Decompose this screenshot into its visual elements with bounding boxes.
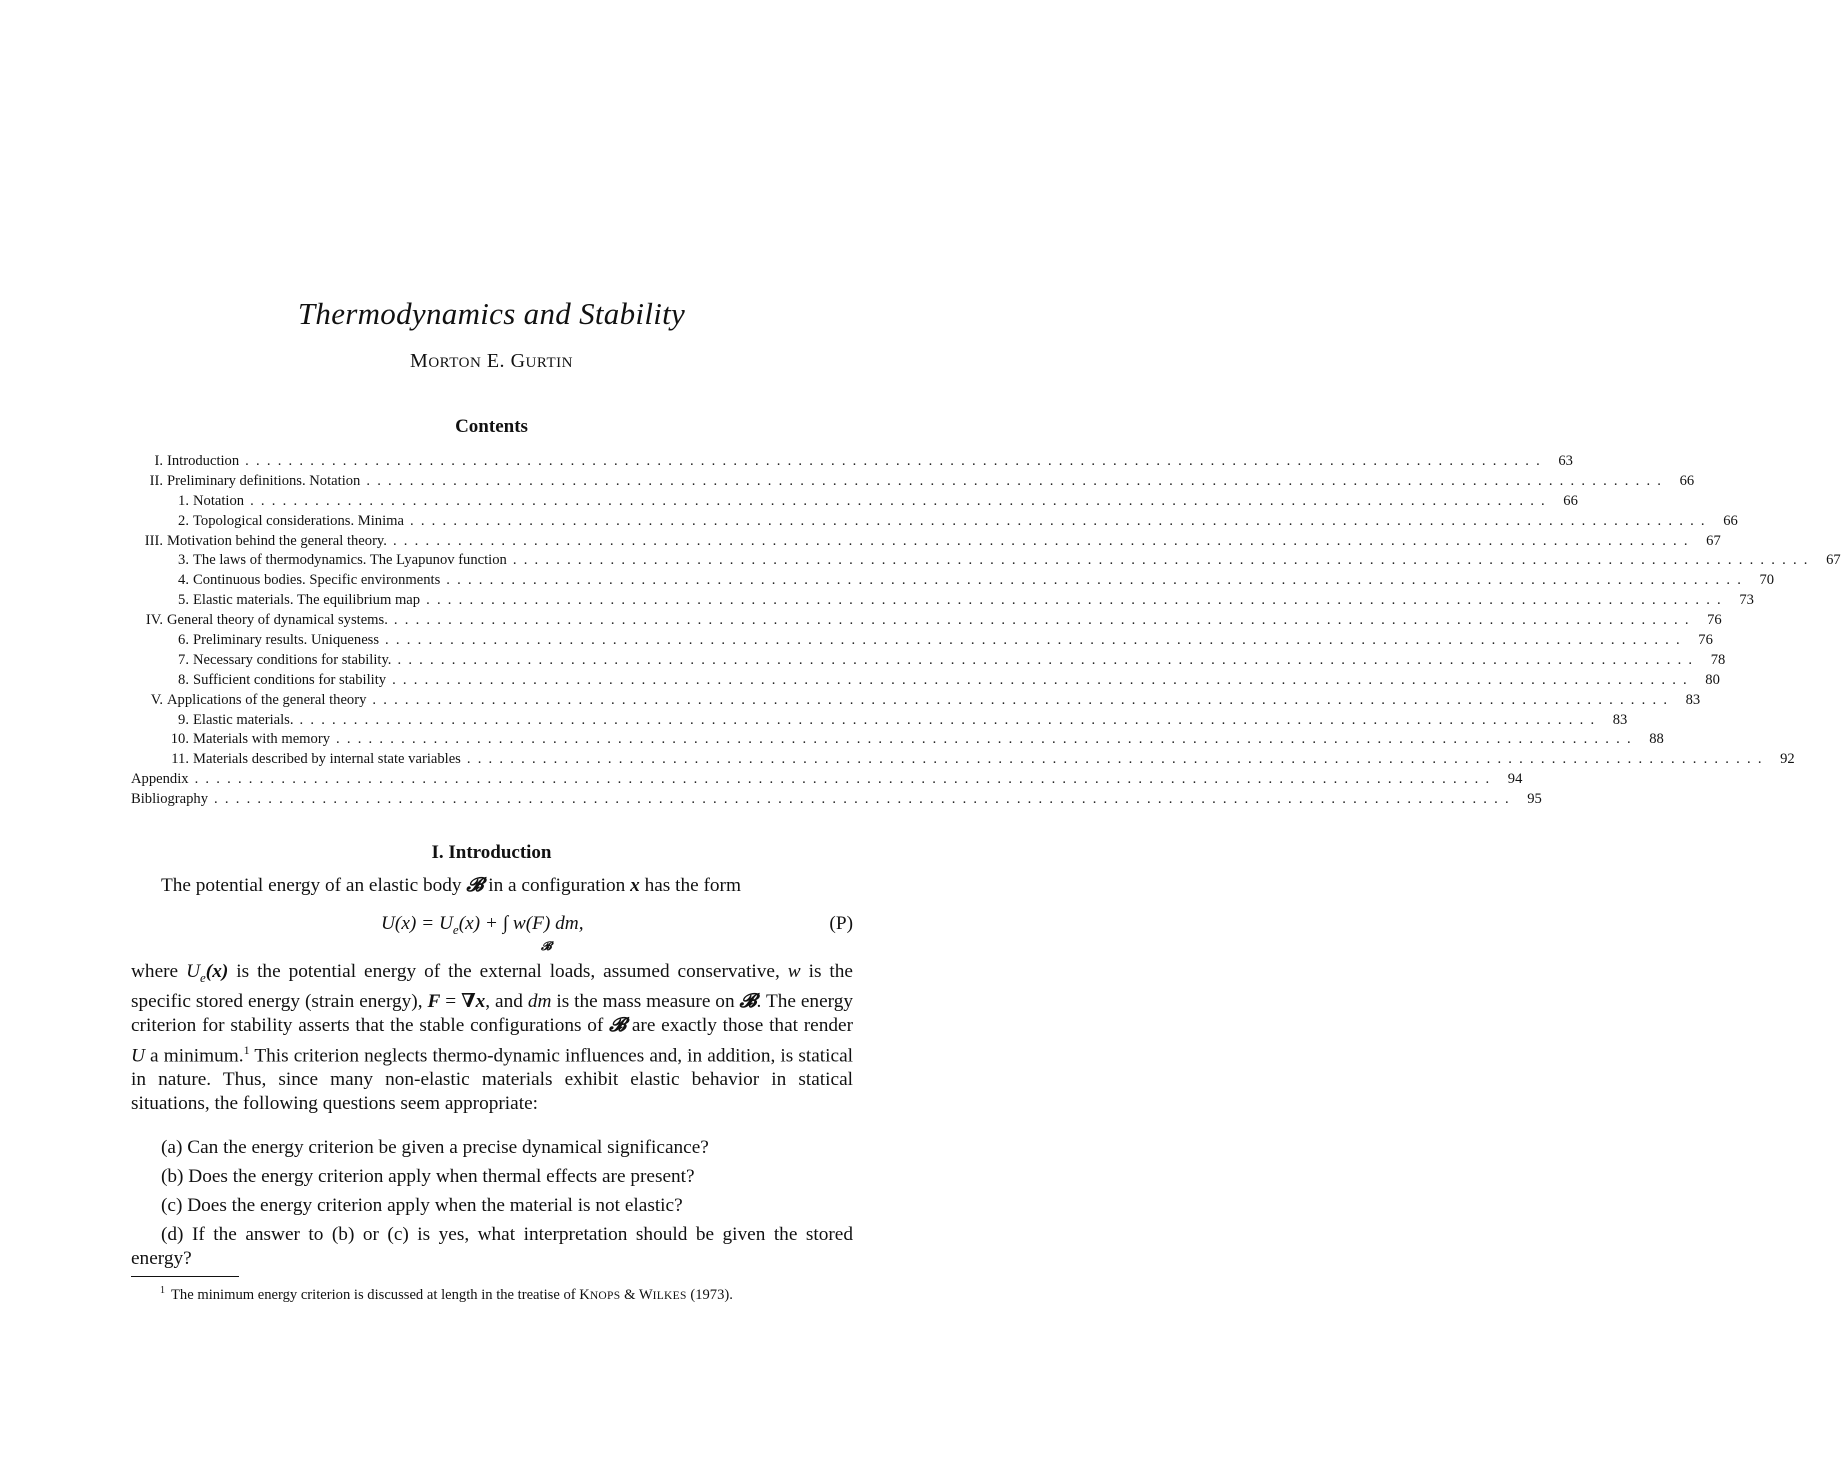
toc-row[interactable]: [131, 492, 1578, 512]
toc-number: III.: [144, 532, 163, 549]
intro-paragraph-1: [131, 874, 853, 898]
toc-number: V.: [150, 691, 163, 708]
toc-page-number: 67: [1826, 552, 1841, 569]
author-first-initial: M: [410, 350, 429, 372]
toc-leader-dots: ........................................................................................................................: [466, 751, 1769, 768]
toc-page-number: 92: [1780, 751, 1795, 768]
toc-page-number: 63: [1558, 453, 1573, 469]
toc-leader-dots: ........................................................................................................................: [397, 651, 1700, 668]
toc-leader-dots: ........................................................................................................................: [393, 612, 1696, 629]
section-heading: I. Introduction: [431, 842, 552, 863]
toc-page-number: 78: [1710, 651, 1726, 668]
toc-title: Elastic materials. The equilibrium map: [193, 592, 421, 609]
toc-number: 1.: [178, 492, 189, 509]
body-symbol: 𝓑: [466, 875, 484, 896]
math-w: w: [787, 961, 801, 982]
toc-page-number: 70: [1759, 572, 1775, 589]
toc-page-number: 76: [1707, 612, 1722, 629]
toc-number: 6.: [178, 632, 189, 649]
equation-P: [131, 913, 853, 959]
toc-number: 3.: [178, 552, 189, 569]
toc-number: 10.: [170, 731, 189, 748]
question-a: (a) Can the energy criterion be given a precise dynamical significance?: [161, 1137, 709, 1158]
body-symbol: 𝓑: [739, 990, 757, 1012]
text-run: is the potential energy of the external loads, assumed conservative,: [228, 961, 788, 982]
toc-title: Materials described by internal state variables: [193, 751, 461, 768]
footnote-rule: [131, 1276, 239, 1277]
toc-number: II.: [149, 472, 163, 489]
footnote-mark: 1: [160, 1285, 165, 1296]
equation-body: [381, 913, 584, 938]
question-d: (d) If the answer to (b) or (c) is yes, what interpretation should be given the stored energy?: [131, 1224, 853, 1269]
toc-page-number: 94: [1507, 771, 1523, 788]
toc-leader-dots: ........................................................................................................................: [250, 492, 1552, 509]
toc-row[interactable]: [131, 790, 1542, 810]
toc-page-number: 80: [1705, 671, 1720, 688]
text-run: , and: [485, 990, 528, 1012]
toc-title: Sufficient conditions for stability: [193, 671, 387, 688]
toc-title: Notation: [193, 492, 245, 509]
text-run: where: [131, 961, 187, 982]
toc-row[interactable]: [131, 711, 1628, 731]
toc-row[interactable]: [131, 631, 1713, 651]
toc-number: I.: [154, 453, 163, 469]
toc-leader-dots: ........................................................................................................................: [512, 552, 1815, 569]
toc-leader-dots: ........................................................................................................................: [446, 572, 1749, 589]
math-arg-x: (x): [205, 961, 229, 982]
toc-title: Introduction: [167, 453, 240, 469]
toc-leader-dots: ........................................................................................................................: [245, 453, 1547, 469]
math-grad-x: ∇x: [461, 990, 486, 1012]
toc-leader-dots: ........................................................................................................................: [299, 711, 1602, 728]
author-last-rest: URTIN: [525, 355, 573, 371]
toc-row[interactable]: [131, 551, 1841, 571]
toc-row[interactable]: [131, 750, 1795, 770]
math-sub-e: e: [200, 969, 206, 985]
text-run: has the form: [639, 875, 741, 896]
equation-lhs: U(x) = U: [381, 913, 453, 934]
config-symbol: x: [630, 875, 640, 896]
toc-leader-dots: ........................................................................................................................: [409, 512, 1712, 529]
toc-row[interactable]: [131, 452, 1573, 472]
toc-leader-dots: ........................................................................................................................: [385, 632, 1687, 649]
math-U: U: [131, 1045, 145, 1067]
toc-row[interactable]: [131, 571, 1775, 591]
text-run: This criterion neglects thermo-dynamic influences and, in addition, is statical in nature. Thus, since many non-elastic materials exhibit elastic behavior in statical situations, the following questions seem appropriate:: [131, 1045, 853, 1115]
toc-row[interactable]: [131, 691, 1701, 711]
toc-number: 11.: [171, 751, 189, 768]
text-run: The potential energy of an elastic body: [161, 875, 467, 896]
toc-page-number: 95: [1527, 791, 1542, 808]
footnote-text: (1973).: [686, 1286, 733, 1303]
math-F: F: [427, 990, 441, 1012]
toc-page-number: 88: [1649, 731, 1664, 748]
equation-sub-e: e: [452, 921, 459, 937]
toc-number: 5.: [178, 592, 189, 609]
toc-page-number: 66: [1563, 492, 1578, 509]
integral-domain: 𝓑: [541, 939, 552, 953]
footnote-amp: &: [620, 1286, 639, 1303]
author-name: [0, 350, 983, 373]
toc-title: Preliminary definitions. Notation: [167, 472, 361, 489]
toc-page-number: 66: [1723, 512, 1738, 529]
question-c: (c) Does the energy criterion apply when the material is not elastic?: [161, 1195, 683, 1216]
question-list: [131, 1136, 853, 1271]
toc-page-number: 66: [1679, 472, 1695, 489]
toc-title: Topological considerations. Minima: [193, 512, 404, 529]
toc-page-number: 83: [1685, 691, 1701, 708]
toc-row[interactable]: [131, 532, 1721, 552]
author-knops-initial: K: [579, 1286, 590, 1303]
toc-row[interactable]: [131, 651, 1726, 671]
toc-row[interactable]: [131, 671, 1720, 691]
toc-leader-dots: ........................................................................................................................: [366, 472, 1669, 489]
toc-number: 4.: [178, 572, 189, 589]
toc-leader-dots: ........................................................................................................................: [392, 532, 1695, 549]
toc-row[interactable]: [131, 611, 1722, 631]
table-of-contents: [131, 452, 1841, 810]
author-wilkes-rest: ILKES: [652, 1289, 687, 1302]
toc-page-number: 67: [1706, 532, 1721, 549]
toc-page-number: 73: [1739, 592, 1754, 609]
toc-leader-dots: ........................................................................................................................: [214, 791, 1516, 808]
math-U: U: [186, 961, 201, 982]
toc-leader-dots: ........................................................................................................................: [336, 731, 1638, 748]
toc-row[interactable]: [131, 730, 1664, 750]
body-symbol: 𝓑: [609, 1014, 627, 1036]
toc-title: The laws of thermodynamics. The Lyapunov function: [193, 552, 507, 569]
author-first-rest: ORTON: [428, 355, 482, 371]
toc-title: Continuous bodies. Specific environments: [193, 572, 441, 589]
toc-leader-dots: ........................................................................................................................: [426, 592, 1728, 609]
footnote: [160, 1285, 733, 1304]
paper-title: Thermodynamics and Stability: [297, 296, 686, 331]
text-run: are exactly those that render: [626, 1014, 853, 1036]
toc-number: IV.: [145, 612, 163, 629]
toc-number: 2.: [178, 512, 189, 529]
math-dm: dm: [527, 990, 552, 1012]
toc-title: Applications of the general theory: [167, 691, 367, 708]
text-run: a minimum.: [144, 1045, 244, 1067]
toc-title: Elastic materials.: [193, 711, 294, 728]
footnote-ref[interactable]: 1: [243, 1042, 250, 1057]
toc-title: Necessary conditions for stability.: [193, 651, 392, 668]
toc-row[interactable]: [131, 472, 1695, 492]
toc-row[interactable]: [131, 512, 1738, 532]
toc-number: 8.: [178, 671, 189, 688]
contents-heading: Contents: [455, 416, 528, 437]
toc-page-number: 76: [1698, 632, 1713, 649]
toc-title: Preliminary results. Uniqueness: [193, 632, 380, 649]
intro-paragraph-2: [131, 960, 853, 1116]
toc-title: General theory of dynamical systems.: [167, 612, 388, 629]
toc-row[interactable]: [131, 591, 1754, 611]
toc-title: Bibliography: [131, 791, 209, 808]
text-run: in a configuration: [483, 875, 631, 896]
text-run: . The energy criterion for stability asserts that the stable configurations of: [131, 990, 853, 1036]
text-run: =: [440, 990, 462, 1012]
author-last-initial: G: [510, 350, 526, 372]
toc-number: 7.: [178, 651, 189, 668]
toc-leader-dots: ........................................................................................................................: [392, 671, 1694, 688]
toc-page-number: 83: [1612, 711, 1628, 728]
question-b: (b) Does the energy criterion apply when thermal effects are present?: [161, 1166, 695, 1187]
text-run: is the mass measure on: [551, 990, 740, 1012]
toc-leader-dots: ........................................................................................................................: [194, 771, 1497, 788]
author-wilkes-initial: W: [638, 1286, 653, 1303]
author-knops-rest: NOPS: [589, 1289, 621, 1302]
toc-title: Materials with memory: [193, 731, 330, 748]
text-run: is the specific stored energy (strain energy),: [131, 961, 853, 1012]
toc-number: 9.: [178, 711, 189, 728]
equation-rhs: (x) + ∫ w(F) dm,: [458, 913, 584, 934]
toc-row[interactable]: [131, 770, 1523, 790]
toc-title: Appendix: [131, 771, 189, 788]
toc-leader-dots: ........................................................................................................................: [372, 691, 1675, 708]
toc-title: Motivation behind the general theory.: [167, 532, 387, 549]
footnote-text: The minimum energy criterion is discussed at length in the treatise of: [171, 1286, 580, 1303]
equation-tag: (P): [829, 913, 853, 934]
author-middle: E.: [481, 350, 511, 372]
